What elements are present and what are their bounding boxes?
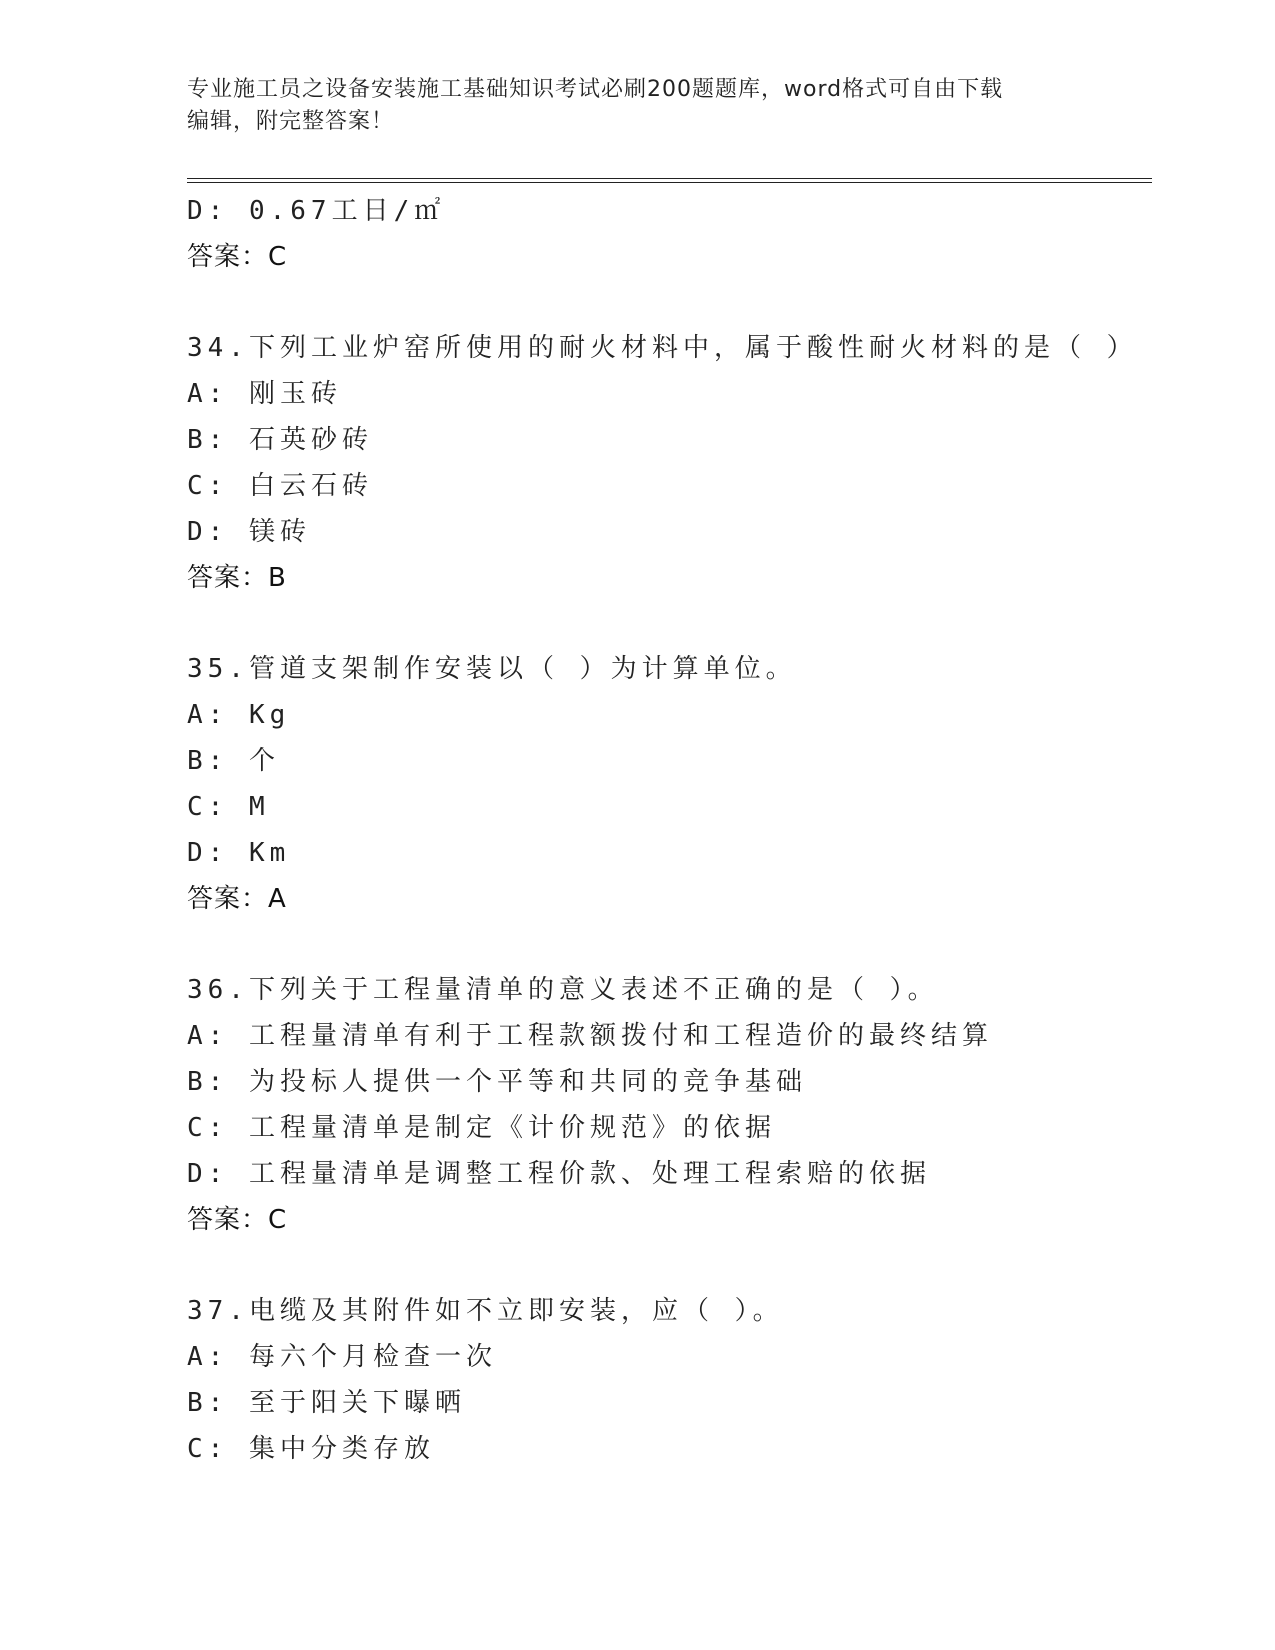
- question-35: [187, 646, 1152, 922]
- option-c: C: 白云石砖: [187, 471, 373, 501]
- option-c: C: M: [187, 792, 270, 822]
- question-stem: 37.电缆及其附件如不立即安装，应（ ）。: [187, 1296, 784, 1326]
- option-c: C: 工程量清单是制定《计价规范》的依据: [187, 1113, 776, 1143]
- question-stem: 34.下列工业炉窑所使用的耐火材料中，属于酸性耐火材料的是（ ）: [187, 333, 1138, 363]
- option-d: D: Km: [187, 838, 291, 868]
- option-a: A: 每六个月检查一次: [187, 1342, 497, 1372]
- question-34: [187, 325, 1152, 601]
- document-header: [187, 74, 1087, 138]
- question-37: [187, 1288, 1152, 1472]
- question-stem: 35.管道支架制作安装以（ ）为计算单位。: [187, 654, 797, 684]
- option-a: A: Kg: [187, 700, 291, 730]
- option-a: A: 工程量清单有利于工程款额拨付和工程造价的最终结算: [187, 1021, 993, 1051]
- spacer: [187, 601, 1152, 646]
- option-b: B: 为投标人提供一个平等和共同的竞争基础: [187, 1067, 807, 1097]
- option-a: A: 刚玉砖: [187, 379, 342, 409]
- spacer: [187, 280, 1152, 325]
- option-d: D: 工程量清单是调整工程价款、处理工程索赔的依据: [187, 1159, 931, 1189]
- answer: 答案：C: [187, 242, 288, 272]
- answer: 答案：A: [187, 884, 287, 914]
- question-stem: 36.下列关于工程量清单的意义表述不正确的是（ ）。: [187, 975, 939, 1005]
- option-d: D: 镁砖: [187, 517, 311, 547]
- option-d: D: 0.67工日/㎡: [187, 196, 446, 226]
- header-divider-bottom: [187, 182, 1152, 183]
- spacer: [187, 1243, 1152, 1288]
- option-c: C: 集中分类存放: [187, 1434, 435, 1464]
- question-36: [187, 967, 1152, 1243]
- question-33-tail: [187, 188, 1152, 280]
- header-line-2: 编辑，附完整答案！: [187, 109, 395, 134]
- answer: 答案：C: [187, 1205, 288, 1235]
- header-line-1: 专业施工员之设备安装施工基础知识考试必刷200题题库，word格式可自由下载: [187, 77, 1004, 102]
- option-b: B: 个: [187, 746, 280, 776]
- question-list: [187, 188, 1152, 1472]
- spacer: [187, 922, 1152, 967]
- option-b: B: 石英砂砖: [187, 425, 373, 455]
- header-divider-top: [187, 178, 1152, 179]
- option-b: B: 至于阳关下曝晒: [187, 1388, 466, 1418]
- answer: 答案：B: [187, 563, 287, 593]
